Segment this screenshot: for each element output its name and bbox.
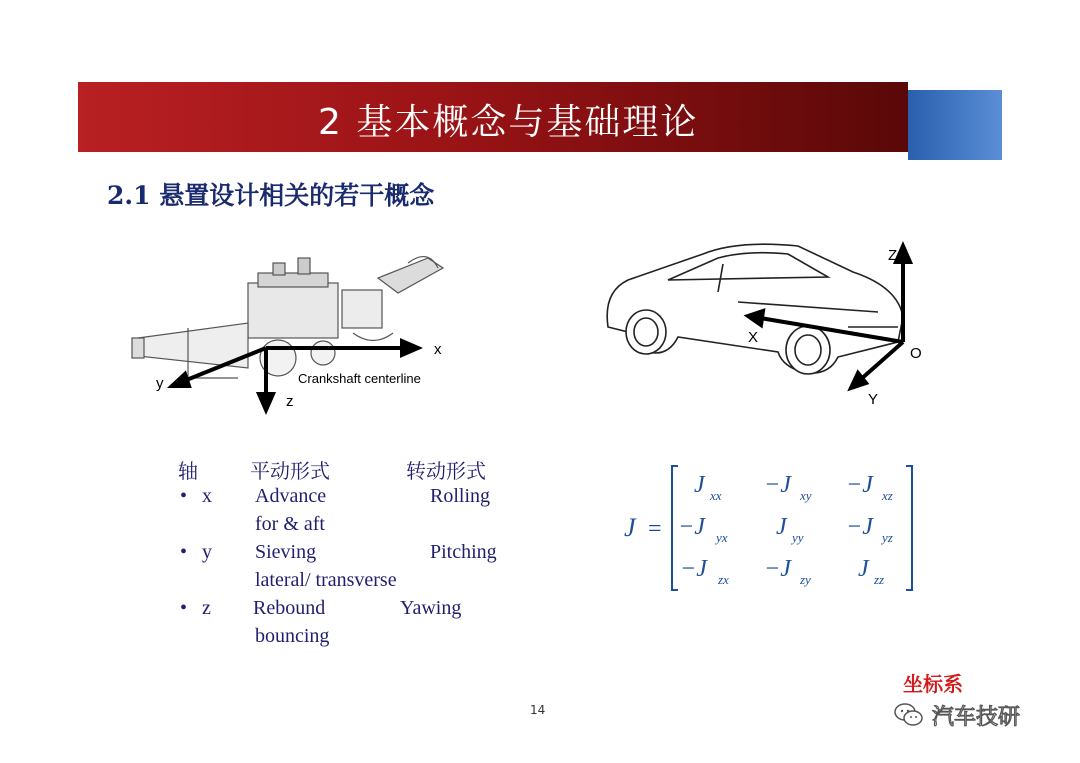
row-z-rotation: Yawing <box>400 597 462 619</box>
engine-axes-figure <box>128 238 458 418</box>
row-z-translation: Rebound <box>253 597 326 619</box>
car-label-o: O <box>910 345 922 362</box>
row-x-bullet: • <box>180 485 188 507</box>
row-y-translation-detail: lateral/ transverse <box>255 569 397 591</box>
coordinate-system-label: 坐标系 <box>903 672 963 696</box>
m31-sub: zx <box>718 572 729 587</box>
page-number: 14 <box>530 703 546 717</box>
car-label-z: Z <box>888 247 898 264</box>
section-subtitle: 2.1 悬置设计相关的若干概念 <box>107 181 435 210</box>
watermark <box>894 700 1020 730</box>
engine-label-y: y <box>156 375 164 392</box>
header-axis: 轴 <box>178 461 198 483</box>
row-x-translation-detail: for & aft <box>255 513 325 535</box>
m32-sub: zy <box>800 572 811 587</box>
m33-sub: zz <box>874 572 885 587</box>
engine-label-x: x <box>434 341 442 358</box>
matrix-symbol: J <box>624 513 636 542</box>
m21: −J <box>678 514 705 540</box>
title-banner <box>78 82 1002 152</box>
car-label-y: Y <box>868 391 879 408</box>
header-translation: 平动形式 <box>250 461 330 483</box>
row-y-bullet: • <box>180 541 188 563</box>
m11: J <box>694 472 705 498</box>
row-z-translation-detail: bouncing <box>255 625 330 647</box>
m22: J <box>776 514 787 540</box>
row-x-axis: x <box>202 485 212 507</box>
watermark-text: 汽车技研 <box>932 704 1021 730</box>
car-label-x: X <box>748 329 759 346</box>
m23: −J <box>846 514 873 540</box>
m32: −J <box>764 556 791 582</box>
banner-blue-accent <box>908 90 1002 160</box>
inertia-matrix <box>620 462 920 594</box>
row-z-bullet: • <box>180 597 188 619</box>
crankshaft-caption: Crankshaft centerline <box>298 371 421 386</box>
m33: J <box>858 556 869 582</box>
page-title: 2 基本概念与基础理论 <box>318 102 699 143</box>
m23-sub: yz <box>882 530 893 545</box>
car-axes-figure <box>598 232 933 412</box>
axes-motion-table <box>178 455 518 655</box>
wechat-icon <box>894 702 924 728</box>
m31: −J <box>680 556 707 582</box>
matrix-right-bracket <box>906 466 912 590</box>
m11-sub: xx <box>710 488 722 503</box>
row-z-axis: z <box>202 597 211 619</box>
row-x-translation: Advance <box>255 485 327 507</box>
m21-sub: yx <box>716 530 728 545</box>
m13: −J <box>846 472 873 498</box>
car-illustration <box>607 244 903 374</box>
engine-illustration <box>132 257 443 378</box>
engine-label-z: z <box>286 393 294 410</box>
header-rotation: 转动形式 <box>406 461 486 483</box>
m13-sub: xz <box>882 488 893 503</box>
m12: −J <box>764 472 791 498</box>
row-y-translation: Sieving <box>255 541 317 563</box>
row-x-rotation: Rolling <box>430 485 491 507</box>
m22-sub: yy <box>792 530 804 545</box>
m12-sub: xy <box>800 488 812 503</box>
row-y-axis: y <box>202 541 212 563</box>
row-y-rotation: Pitching <box>430 541 497 563</box>
matrix-equals: = <box>648 516 662 542</box>
